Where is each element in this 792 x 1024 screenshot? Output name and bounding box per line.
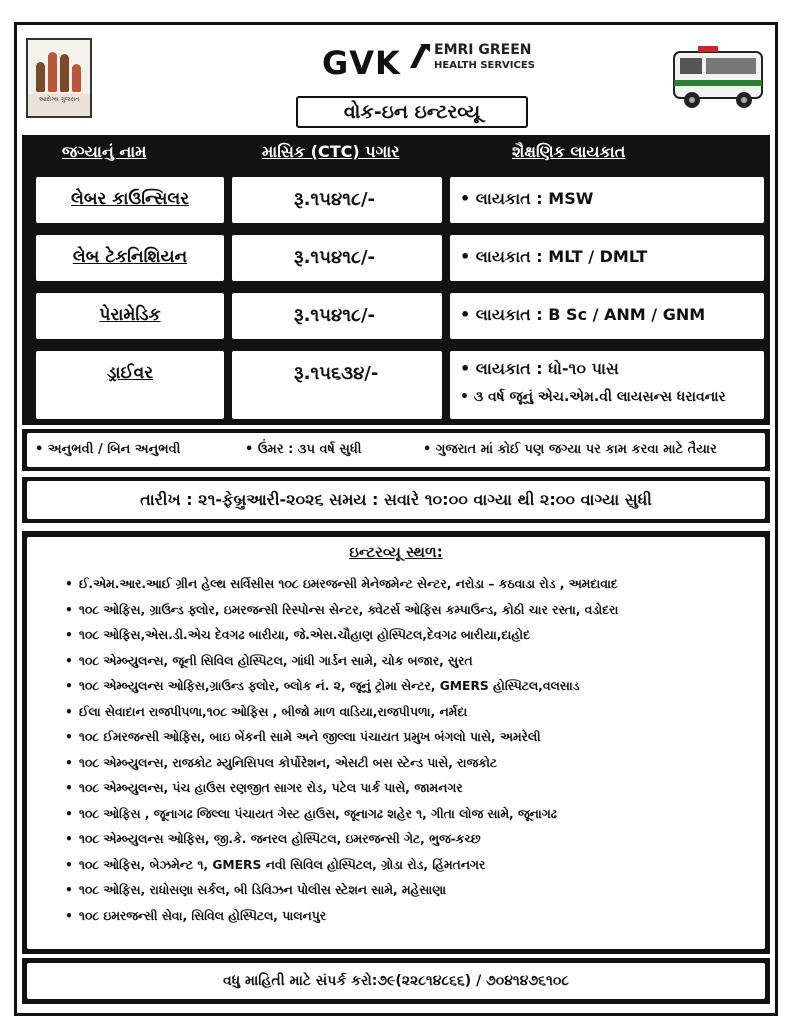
condition-experience: • અનુભવી / બિન અનુભવી [35,442,181,457]
list-item: • ઈ.એમ.આર.આઈ ગ્રીન હેલ્થ સર્વિસીસ ૧૦૮ ઇમરજન્સી મેનેજમેન્ટ સેન્ટર, નરોડા – કઠવાડા રોડ , અમદાવાદ [65,572,618,598]
brand-name [434,42,584,74]
footer [22,958,770,1004]
col-header-qualification: શૈક્ષણિક લાયકાત [512,142,626,161]
table-row [22,229,770,287]
logo-caption: આરોગ્ય ગુજરાત [28,94,90,116]
date-bar [22,477,770,523]
post-name: ડ્રાઈવર [106,363,153,383]
list-item: • ૧૦૮ ઇમરજન્સી સેવા, સિવિલ હોસ્પિટલ, પાલનપુર [65,904,618,930]
col-header-post: જગ્યાનું નામ [62,142,147,161]
post-name: લેબર કાઉન્સિલર [71,189,189,209]
brand-name-line2: HEALTH SERVICES [434,60,535,71]
list-item: • ૧૦૮ એમ્બ્યુલન્સ, રાજકોટ મ્યુનિસિપલ કોર્પોરેશન, એસટી બસ સ્ટેન્ડ પાસે, રાજકોટ [65,751,618,777]
qualification: • લાયકાત : MLT / DMLT [460,247,648,266]
qualification: • લાયકાત : B Sc / ANM / GNM [460,305,706,324]
post-name: લેબ ટેકનિશિયન [72,247,188,267]
gvk-logo-icon [408,40,430,72]
qualification: • લાયકાત : MSW [460,189,594,208]
conditions-bar [22,429,770,471]
date-time: તારીખ : ૨૧-ફેબ્રુઆરી-૨૦૨૬ સમય : સવારે ૧૦:૦૦ વાગ્યા થી ૨:૦૦ વાગ્યા સુધી [140,490,652,509]
post-name: પેરામેડિક [99,305,161,325]
brand-block [322,38,582,82]
list-item: • ઈલા સેવાદાન રાજપીપળા,૧૦૮ ઓફિસ , બીજો માળ વાડિયા,રાજપીપળા, નર્મદા [65,700,618,726]
brand-mark: GVK [322,44,401,82]
list-item: • ૧૦૮ ઓફિસ, ગ્રાઉન્ડ ફ્લોર, ઇમરજન્સી રિસ્પોન્સ સેન્ટર, ક્વેટર્સ ઓફિસ કમ્પાઉન્ડ, કોઠી ચાર રસ્તા, વડોદરા [65,598,618,624]
list-item: • ૧૦૮ ઓફિસ,એસ.ડી.એચ દેવગઢ બારીયા, જે.એસ.ચૌહાણ હોસ્પિટલ,દેવગઢ બારીયા,દાહોદ [65,623,618,649]
list-item: • ૧૦૮ ઓફિસ, બેઝમેન્ટ ૧, GMERS નવી સિવિલ હોસ્પિટલ, ગ્રોડા રોડ, હિંમતનગર [65,853,618,879]
brand-name-line1: EMRI GREEN [434,42,532,58]
salary-value: રૂ.૧૫૪૧૮/- [294,305,375,326]
list-item: • ૧૦૮ એમ્બ્યુલન્સ, જૂની સિવિલ હોસ્પિટલ, ગાંધી ગાર્ડન સામે, ચોક બજાર, સુરત [65,649,618,675]
salary-value: રૂ.૧૫૬૩૪/- [294,363,379,384]
list-item: • ૧૦૮ એમ્બ્યુલન્સ, પંચ હાઉસ રણજીત સાગર રોડ, પટેલ પાર્ક પાસે, જામનગર [65,776,618,802]
salary-value: રૂ.૧૫૪૧૮/- [294,247,375,268]
locations-title: ઇન્ટરવ્યૂ સ્થળ: [349,543,443,561]
header [22,30,770,132]
table-row [22,287,770,345]
list-item: • ૧૦૮ ઓફિસ, રાધોસણા સર્કલ, બી ડિવિઝન પોલીસ સ્ટેશન સામે, મહેસાણા [65,878,618,904]
page-title: વોક-ઇન ઇન્ટરવ્યૂ [296,96,528,128]
salary-value: રૂ.૧૫૪૧૮/- [294,189,375,210]
contact-info: વધુ માહિતી માટે સંપર્ક કરો:૭૯(૨૨૮૧૪૮૬૬) / ૭૦૪૧૪૭૬૧૦૮ [223,973,569,989]
list-item: • ૧૦૮ એમ્બ્યુલન્સ ઓફિસ,ગ્રાઉન્ડ ફ્લોર, બ્લોક નં. ૨, જૂનું ટ્રોમા સેન્ટર, GMERS હોસ્પિટલ,વલસાડ [65,674,618,700]
list-item: • ૧૦૮ ઓફિસ , જૂનાગઢ જિલ્લા પંચાયત ગેસ્ટ હાઉસ, જૂનાગઢ શહેર ૧, ગીતા લોજ સામે, જૂનાગઢ [65,802,618,828]
table-row [22,171,770,229]
col-header-salary: માસિક (CTC) પગાર [262,142,400,161]
qualification: • લાયકાત : ધો-૧૦ પાસ [460,359,619,378]
interview-locations [22,531,770,954]
condition-age: • ઉંમર : ૩૫ વર્ષ સુધી [245,442,362,457]
condition-location: • ગુજરાત માં કોઈ પણ જગ્યા પર કામ કરવા માટે તૈયાર [423,442,717,457]
list-item: • ૧૦૮ ઈમરજન્સી ઓફિસ, બાઇ બેંકની સામે અને જીલ્લા પંચાયત પ્રમુખ બંગલો પાસે, અમરેલી [65,725,618,751]
ambulance-icon [668,36,770,114]
list-item: • ૧૦૮ એમ્બ્યુલન્સ ઓફિસ, જી.કે. જનરલ હોસ્પિટલ, ઇમરજન્સી ગેટ, ભુજ-કચ્છ [65,827,618,853]
family-logo-icon [26,38,92,118]
qualification: • ૩ વર્ષ જૂનું એચ.એમ.વી લાયસન્સ ધરાવનાર [460,389,726,405]
table-header [22,135,770,171]
table-row [22,345,770,425]
locations-list [65,572,618,929]
